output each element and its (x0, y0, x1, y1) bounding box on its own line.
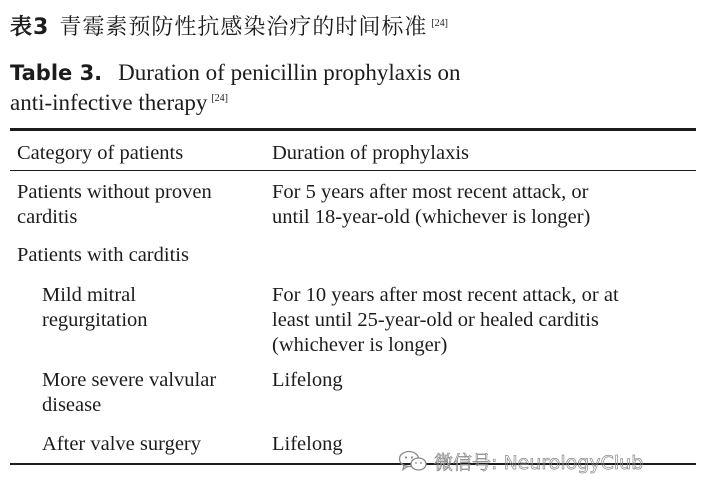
table-title-chinese (10, 10, 448, 41)
table-title-en-line2: anti-infective therapy (10, 90, 208, 115)
table-title-cn-text: 青霉素预防性抗感染治疗的时间标准 (59, 15, 428, 40)
row-category-valve-surgery: After valve surgery (42, 433, 202, 455)
row-duration-severe-valvular: Lifelong (272, 369, 343, 391)
wechat-logo-icon (398, 449, 428, 473)
table-top-rule (10, 128, 696, 131)
table-number-en: Table 3. (10, 61, 103, 85)
column-header-duration: Duration of prophylaxis (272, 142, 469, 164)
watermark-text: 微信号: NeurologyClub (434, 451, 644, 474)
table-number-cn: 表3 (10, 15, 50, 40)
row-category-no-carditis: Patients without proven carditis (17, 181, 212, 228)
row-duration-no-carditis: For 5 years after most recent attack, or until 18-year-old (whichever is longer) (272, 181, 591, 228)
row-category-severe-valvular: More severe valvular disease (42, 369, 217, 416)
watermark (398, 449, 643, 473)
table-title-english-line2 (10, 90, 228, 116)
table-header-rule (10, 170, 696, 171)
row-category-mild-mitral: Mild mitral regurgitation (42, 284, 148, 331)
row-category-group-carditis: Patients with carditis (17, 244, 189, 266)
reference-marker: [24] (211, 93, 228, 105)
column-header-category: Category of patients (17, 142, 184, 164)
row-duration-mild-mitral: For 10 years after most recent attack, or at least until 25-year-old or healed carditis (whichever is longer) (272, 284, 619, 356)
row-duration-valve-surgery: Lifelong (272, 433, 343, 455)
reference-marker: [24] (431, 17, 448, 29)
table-title-english (10, 60, 461, 86)
table-title-en-line1: Duration of penicillin prophylaxis on (118, 60, 461, 85)
